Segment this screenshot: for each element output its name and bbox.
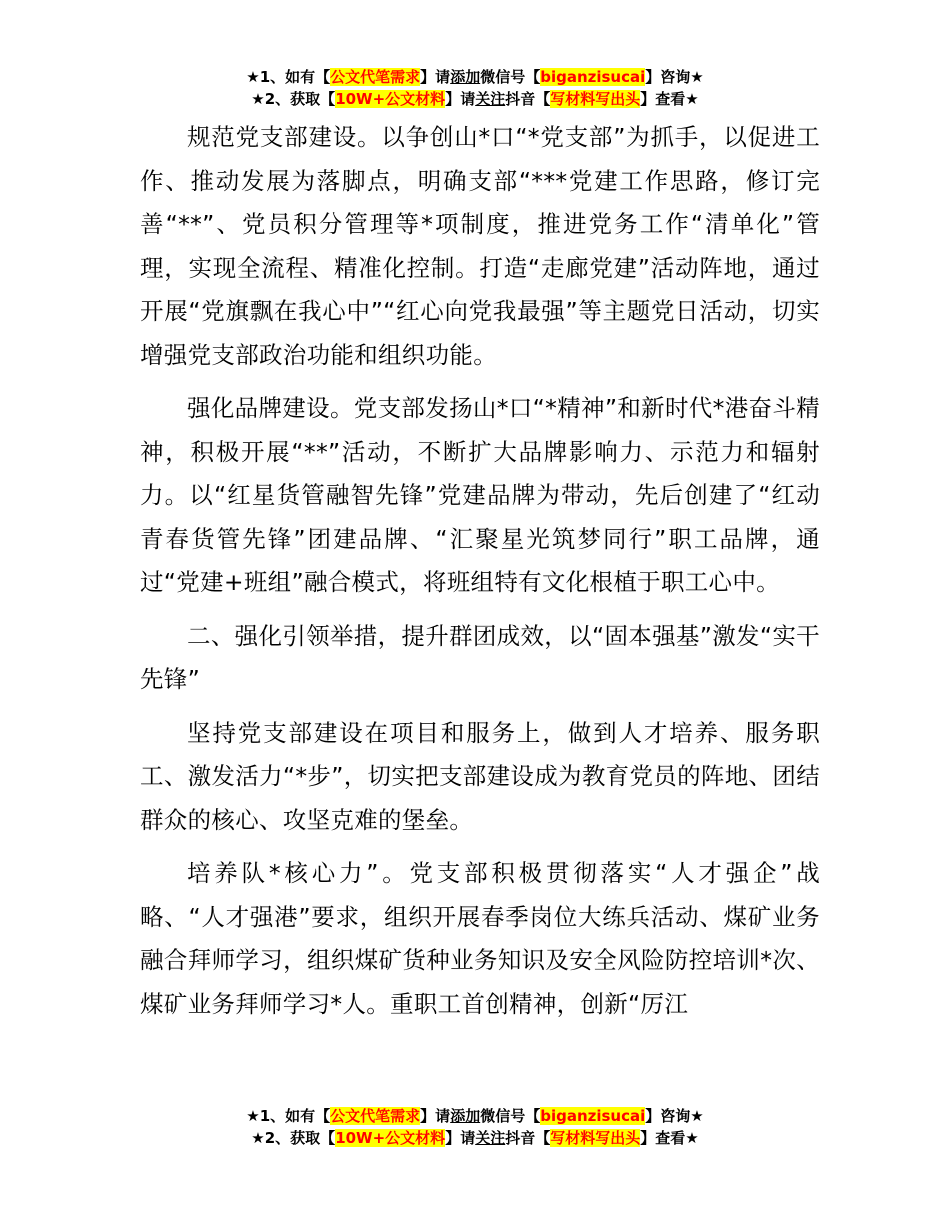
banner-line-1: ★1、如有【公文代笔需求】请添加微信号【biganzisucai】咨询★ [246, 1107, 704, 1125]
highlight-materials: 10W+公文材料 [335, 90, 446, 108]
highlight-douyin-account: 写材料写出头 [550, 90, 641, 108]
banner-line-1: ★1、如有【公文代笔需求】请添加微信号【biganzisucai】咨询★ [246, 68, 704, 86]
banner-line-2: ★2、获取【10W+公文材料】请关注抖音【写材料写出头】查看★ [251, 1129, 699, 1147]
highlight-wechat-id: biganzisucai [540, 1107, 646, 1125]
document-body [140, 116, 820, 1036]
highlight-ghostwriting: 公文代笔需求 [330, 68, 421, 86]
highlight-ghostwriting: 公文代笔需求 [330, 1107, 421, 1125]
header-banner [0, 66, 950, 110]
paragraph-core-strength: 培养队*核心力”。党支部积极贯彻落实“人才强企”战略、“人才强港”要求，组织开展春季岗位大练兵活动、煤矿业务融合拜师学习，组织煤矿货种业务知识及安全风险防控培训*次、煤矿业务拜师学习*人。重职工首创精神，创新“厉江 [140, 859, 820, 1018]
paragraph-brand-building: 强化品牌建设。党支部发扬山*口“*精神”和新时代*港奋斗精神，积极开展“**”活动，不断扩大品牌影响力、示范力和辐射力。以“红星货管融智先锋”党建品牌为带动，先后创建了“红动青春货管先锋”团建品牌、“汇聚星光筑梦同行”职工品牌，通过“党建+班组”融合模式，将班组特有文化根植于职工心中。 [140, 394, 820, 596]
footer-banner [0, 1105, 950, 1149]
highlight-materials: 10W+公文材料 [335, 1129, 446, 1147]
highlight-wechat-id: biganzisucai [540, 68, 646, 86]
banner-line-2: ★2、获取【10W+公文材料】请关注抖音【写材料写出头】查看★ [251, 90, 699, 108]
highlight-douyin-account: 写材料写出头 [550, 1129, 641, 1147]
paragraph-branch-construction: 规范党支部建设。以争创山*口“*党支部”为抓手，以促进工作、推动发展为落脚点，明确支部“***党建工作思路，修订完善“**”、党员积分管理等*项制度，推进党务工作“清单化”管理，实现全流程、精准化控制。打造“走廊党建”活动阵地，通过开展“党旗飘在我心中”“红心向党我最强”等主题党日活动，切实增强党支部政治功能和组织功能。 [140, 123, 820, 369]
section-heading-2: 二、强化引领举措，提升群团成效，以“固本强基”激发“实干先锋” [140, 621, 820, 693]
paragraph-project-service: 坚持党支部建设在项目和服务上，做到人才培养、服务职工、激发活力“*步”，切实把支部建设成为教育党员的阵地、团结群众的核心、攻坚克难的堡垒。 [140, 718, 820, 834]
